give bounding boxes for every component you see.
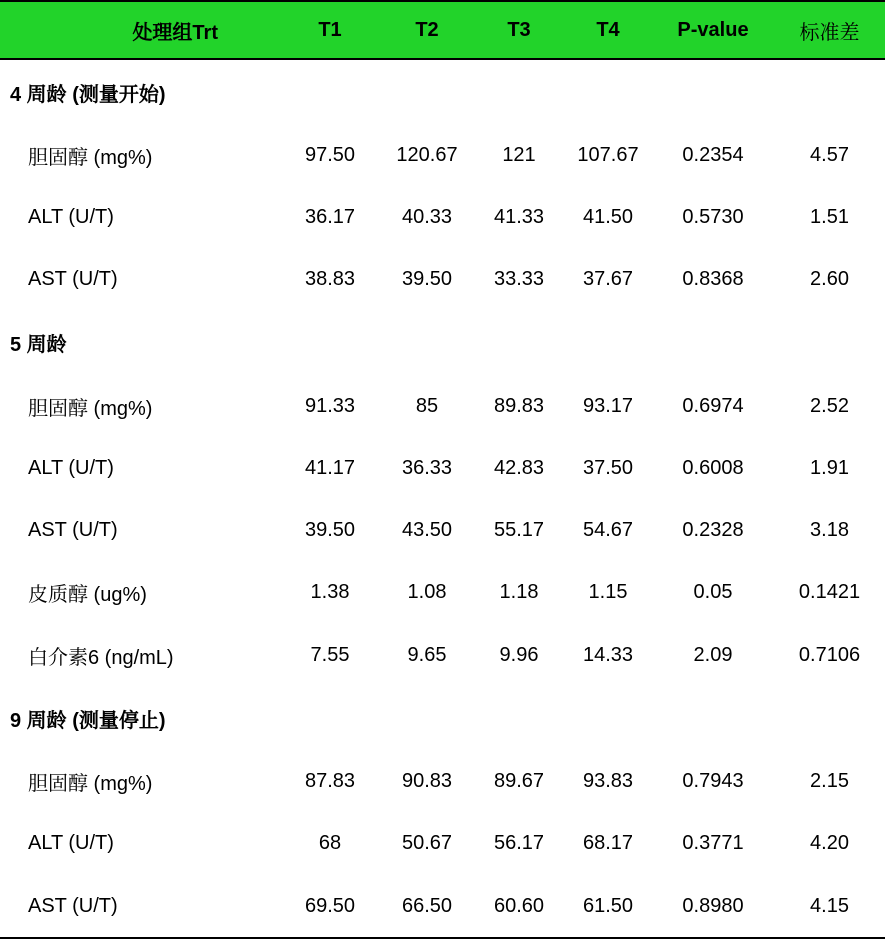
table-cell: 0.3771 (682, 832, 744, 855)
table-cell: 7.55 (310, 643, 350, 666)
table-cell: 14.33 (582, 643, 634, 666)
table-cell: 0.8368 (682, 268, 744, 291)
header-row (0, 1, 885, 59)
table-cell: 60.60 (474, 875, 564, 938)
row-label: 胆固醇 (mg%) (28, 773, 153, 796)
header-cell: T2 (415, 18, 439, 41)
row-label: ALT (U/T) (28, 456, 114, 479)
header-cell: T1 (318, 18, 342, 41)
section-header-row (0, 311, 885, 375)
row-label: AST (U/T) (28, 268, 118, 291)
table-row (0, 249, 885, 311)
table-cell: 1.15 (588, 581, 628, 604)
table-cell: 37.67 (582, 268, 634, 291)
row-label: AST (U/T) (28, 519, 118, 542)
table-cell: 93.83 (582, 770, 634, 793)
table-cell: 2.60 (810, 268, 849, 291)
table-row (0, 624, 885, 686)
table-cell: 0.7106 (798, 643, 861, 666)
row-label: ALT (U/T) (28, 832, 114, 855)
table-cell: 33.33 (493, 268, 545, 291)
table-row (0, 124, 885, 186)
header-cell: P-value (677, 18, 749, 41)
table-cell: 41.50 (582, 205, 634, 228)
header-cell: 处理组Trt (132, 21, 218, 44)
table-cell: 69.50 (280, 875, 380, 938)
table-cell: 1.38 (310, 581, 350, 604)
table-cell: 4.57 (810, 143, 849, 166)
table-cell: 9.96 (499, 643, 539, 666)
section-header-row (0, 686, 885, 750)
table-cell: 0.8980 (652, 875, 774, 938)
table-cell: 56.17 (493, 832, 545, 855)
table-cell: 38.83 (304, 268, 356, 291)
row-label: AST (U/T) (0, 875, 280, 938)
row-label: 皮质醇 (ug%) (28, 584, 147, 607)
table-cell: 54.67 (582, 519, 634, 542)
table-row (0, 562, 885, 624)
table-cell: 61.50 (564, 875, 652, 938)
table-row (0, 186, 885, 248)
table-cell: 90.83 (401, 770, 453, 793)
table-cell: 0.6008 (682, 456, 744, 479)
table-cell: 43.50 (401, 519, 453, 542)
table-cell: 93.17 (582, 394, 634, 417)
table-cell: 91.33 (304, 394, 356, 417)
table-cell: 85 (415, 394, 439, 417)
table-row (0, 813, 885, 875)
table-row (0, 875, 885, 938)
table-row (0, 375, 885, 437)
table-cell: 9.65 (407, 643, 447, 666)
table-cell: 89.83 (493, 394, 545, 417)
table-cell: 1.08 (407, 581, 447, 604)
table-cell: 120.67 (396, 143, 458, 166)
table-row (0, 750, 885, 812)
row-label: 胆固醇 (mg%) (28, 397, 153, 420)
table-cell: 97.50 (304, 143, 356, 166)
header-cell: 标准差 (799, 21, 860, 44)
table-cell: 0.6974 (682, 394, 744, 417)
table-cell: 36.33 (401, 456, 453, 479)
table-cell: 107.67 (577, 143, 639, 166)
table-cell: 1.51 (810, 205, 849, 228)
table-cell: 39.50 (304, 519, 356, 542)
table-cell: 50.67 (401, 832, 453, 855)
table-cell: 41.33 (493, 205, 545, 228)
table-cell: 2.52 (810, 394, 849, 417)
table-cell: 68.17 (582, 832, 634, 855)
table-header (0, 1, 885, 59)
table-cell: 0.1421 (798, 581, 861, 604)
row-label: 白介素6 (ng/mL) (28, 646, 174, 669)
row-label: 胆固醇 (mg%) (28, 146, 153, 169)
header-cell: T3 (507, 18, 531, 41)
table-cell: 87.83 (304, 770, 356, 793)
table-cell: 41.17 (304, 456, 356, 479)
section-title: 9 周龄 (测量停止) (10, 709, 166, 732)
table-cell: 2.15 (810, 770, 849, 793)
table-row (0, 437, 885, 499)
table-cell: 1.18 (499, 581, 539, 604)
table-cell: 0.05 (693, 581, 733, 604)
table-cell: 68 (318, 832, 342, 855)
table-cell: 37.50 (582, 456, 634, 479)
section-header-row (0, 59, 885, 124)
table-cell: 0.2354 (682, 143, 744, 166)
table-cell: 0.5730 (682, 205, 744, 228)
table-cell: 3.18 (810, 519, 849, 542)
table-cell: 2.09 (693, 643, 733, 666)
table-cell: 1.91 (810, 456, 849, 479)
section-title: 4 周龄 (测量开始) (10, 83, 166, 106)
table-cell: 66.50 (380, 875, 474, 938)
table-cell: 40.33 (401, 205, 453, 228)
section-title: 5 周龄 (10, 334, 67, 357)
row-label: ALT (U/T) (28, 205, 114, 228)
header-cell: T4 (596, 18, 620, 41)
table-cell: 4.15 (774, 875, 885, 938)
table-cell: 89.67 (493, 770, 545, 793)
table-body (0, 59, 885, 938)
table-cell: 0.7943 (682, 770, 744, 793)
table-row (0, 499, 885, 561)
table-cell: 4.20 (810, 832, 849, 855)
table-cell: 42.83 (493, 456, 545, 479)
table-cell: 39.50 (401, 268, 453, 291)
table-cell: 55.17 (493, 519, 545, 542)
table-cell: 121 (502, 143, 536, 166)
table-cell: 36.17 (304, 205, 356, 228)
table-cell: 0.2328 (682, 519, 744, 542)
